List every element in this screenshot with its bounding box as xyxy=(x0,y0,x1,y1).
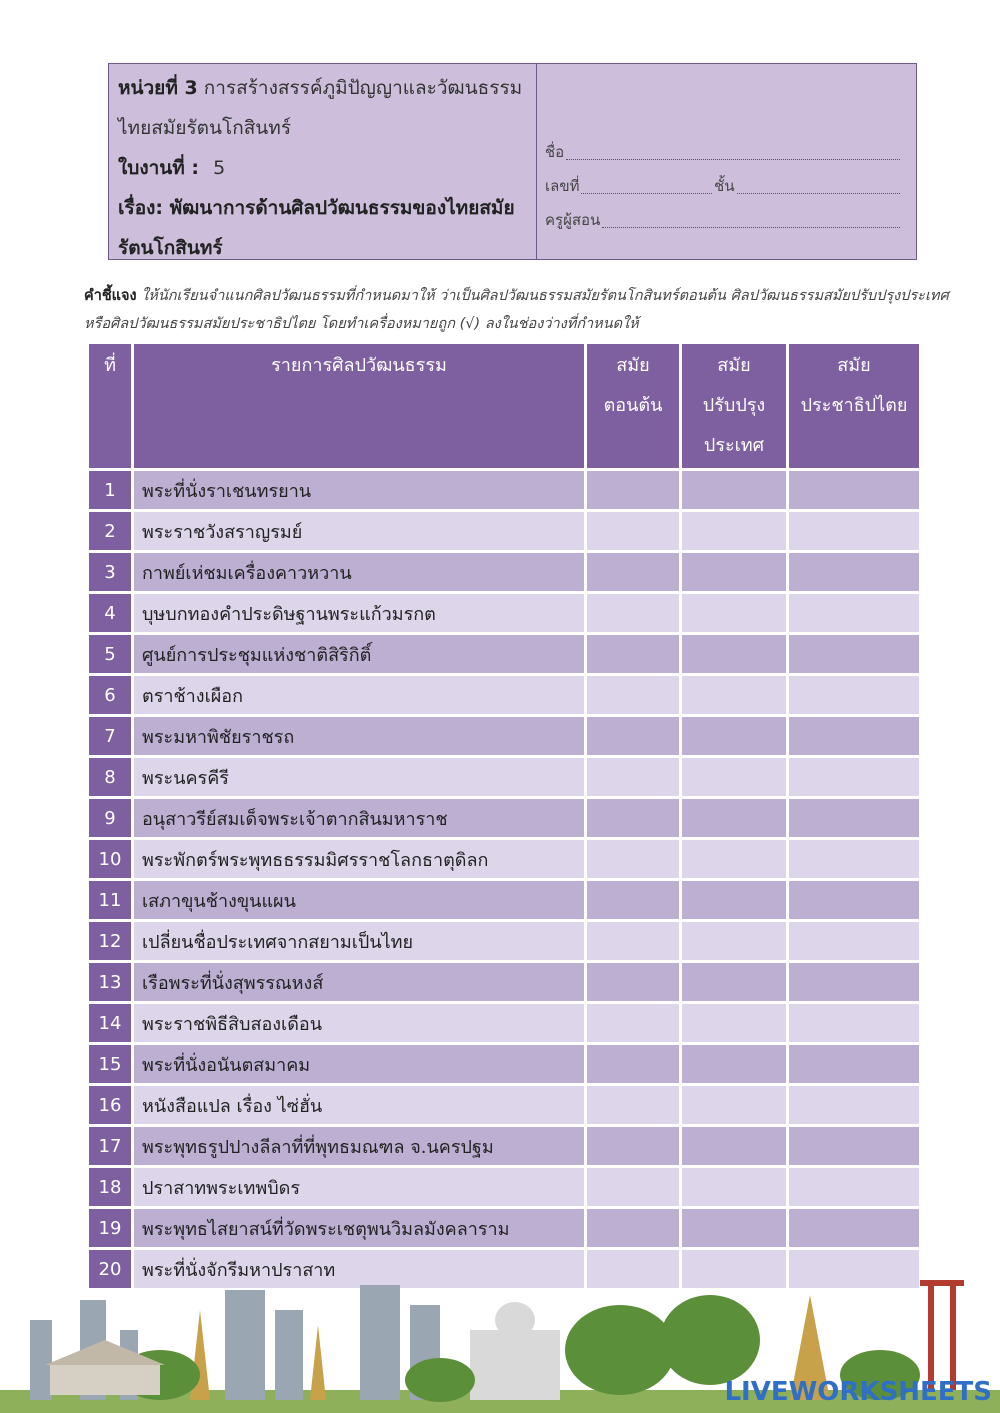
check-early-cell[interactable] xyxy=(587,881,679,919)
check-reform-cell[interactable] xyxy=(682,758,786,796)
row-number: 5 xyxy=(89,635,131,673)
table-row xyxy=(89,471,919,509)
check-reform-cell[interactable] xyxy=(682,512,786,550)
check-reform-cell[interactable] xyxy=(682,1086,786,1124)
check-reform-cell[interactable] xyxy=(682,881,786,919)
row-number: 10 xyxy=(89,840,131,878)
unit-title-cont: ไทยสมัยรัตนโกสินทร์ xyxy=(118,117,292,139)
row-item: หนังสือแปล เรื่อง ไซ่ฮั่น xyxy=(134,1086,584,1124)
instructions-label: คำชี้แจง xyxy=(84,288,137,304)
check-reform-cell[interactable] xyxy=(682,1004,786,1042)
row-number: 14 xyxy=(89,1004,131,1042)
check-early-cell[interactable] xyxy=(587,963,679,1001)
table-row xyxy=(89,1045,919,1083)
check-early-cell[interactable] xyxy=(587,1127,679,1165)
table-row xyxy=(89,594,919,632)
table-row xyxy=(89,553,919,591)
check-early-cell[interactable] xyxy=(587,471,679,509)
check-early-cell[interactable] xyxy=(587,1168,679,1206)
check-reform-cell[interactable] xyxy=(682,963,786,1001)
row-number: 2 xyxy=(89,512,131,550)
table-row xyxy=(89,1168,919,1206)
check-democracy-cell[interactable] xyxy=(789,1127,919,1165)
instructions xyxy=(84,282,954,338)
worksheet-header xyxy=(108,63,917,260)
check-reform-cell[interactable] xyxy=(682,1209,786,1247)
check-reform-cell[interactable] xyxy=(682,1045,786,1083)
check-reform-cell[interactable] xyxy=(682,553,786,591)
check-early-cell[interactable] xyxy=(587,922,679,960)
topic-line-2: รัตนโกสินทร์ xyxy=(118,237,223,259)
table-row xyxy=(89,1086,919,1124)
check-early-cell[interactable] xyxy=(587,1086,679,1124)
row-number: 19 xyxy=(89,1209,131,1247)
row-item: ตราช้างเผือก xyxy=(134,676,584,714)
col-item-header: รายการศิลปวัฒนธรรม xyxy=(134,344,584,468)
instructions-text: ให้นักเรียนจำแนกศิลปวัฒนธรรมที่กำหนดมาให้ ว่าเป็นศิลปวัฒนธรรมสมัยรัตนโกสินทร์ตอนต้น ศิลปวัฒนธรรมสมัยปรับปรุงประเทศ หรือศิลปวัฒนธรรมสมัยประชาธิปไตย โดยทำเครื่องหมายถูก (√) ลงในช่องว่างที่กำหนดให้ xyxy=(84,288,949,332)
check-democracy-cell[interactable] xyxy=(789,1086,919,1124)
check-democracy-cell[interactable] xyxy=(789,799,919,837)
row-number: 18 xyxy=(89,1168,131,1206)
unit-title: การสร้างสรรค์ภูมิปัญญาและวัฒนธรรม xyxy=(203,77,523,99)
check-democracy-cell[interactable] xyxy=(789,635,919,673)
row-item: พระนครคีรี xyxy=(134,758,584,796)
check-reform-cell[interactable] xyxy=(682,594,786,632)
row-number: 20 xyxy=(89,1250,131,1288)
check-reform-cell[interactable] xyxy=(682,1127,786,1165)
row-item: พระที่นั่งราเชนทรยาน xyxy=(134,471,584,509)
row-number: 4 xyxy=(89,594,131,632)
sheet-label: ใบงานที่ : xyxy=(118,157,200,179)
row-item: กาพย์เห่ชมเครื่องคาวหวาน xyxy=(134,553,584,591)
check-early-cell[interactable] xyxy=(587,758,679,796)
col-no-header: ที่ xyxy=(89,344,131,468)
check-democracy-cell[interactable] xyxy=(789,1045,919,1083)
check-early-cell[interactable] xyxy=(587,676,679,714)
check-democracy-cell[interactable] xyxy=(789,717,919,755)
row-item: พระพุทธรูปปางลีลาที่ที่พุทธมณฑล จ.นครปฐม xyxy=(134,1127,584,1165)
row-number: 15 xyxy=(89,1045,131,1083)
topic-line-1: เรื่อง: พัฒนาการด้านศิลปวัฒนธรรมของไทยสมัย xyxy=(118,197,515,219)
check-democracy-cell[interactable] xyxy=(789,471,919,509)
check-early-cell[interactable] xyxy=(587,1045,679,1083)
row-number: 7 xyxy=(89,717,131,755)
row-number: 8 xyxy=(89,758,131,796)
row-item: บุษบกทองคำประดิษฐานพระแก้วมรกต xyxy=(134,594,584,632)
check-democracy-cell[interactable] xyxy=(789,1209,919,1247)
check-democracy-cell[interactable] xyxy=(789,1004,919,1042)
row-item: พระที่นั่งอนันตสมาคม xyxy=(134,1045,584,1083)
check-democracy-cell[interactable] xyxy=(789,512,919,550)
check-democracy-cell[interactable] xyxy=(789,758,919,796)
row-item: อนุสาวรีย์สมเด็จพระเจ้าตากสินมหาราช xyxy=(134,799,584,837)
check-early-cell[interactable] xyxy=(587,799,679,837)
check-democracy-cell[interactable] xyxy=(789,553,919,591)
number-class-field[interactable] xyxy=(545,174,902,198)
table-row xyxy=(89,1209,919,1247)
teacher-field[interactable] xyxy=(545,208,902,232)
number-label: เลขที่ xyxy=(545,177,580,195)
check-democracy-cell[interactable] xyxy=(789,963,919,1001)
row-number: 9 xyxy=(89,799,131,837)
table-row xyxy=(89,1127,919,1165)
row-item: พระที่นั่งจักรีมหาปราสาท xyxy=(134,1250,584,1288)
check-reform-cell[interactable] xyxy=(682,840,786,878)
row-item: เรือพระที่นั่งสุพรรณหงส์ xyxy=(134,963,584,1001)
col-early-header: สมัย ตอนต้น xyxy=(587,344,679,468)
sheet-line xyxy=(118,148,536,188)
row-number: 1 xyxy=(89,471,131,509)
check-reform-cell[interactable] xyxy=(682,1168,786,1206)
check-reform-cell[interactable] xyxy=(682,799,786,837)
row-number: 13 xyxy=(89,963,131,1001)
table-row xyxy=(89,512,919,550)
row-item: เสภาขุนช้างขุนแผน xyxy=(134,881,584,919)
check-early-cell[interactable] xyxy=(587,553,679,591)
check-reform-cell[interactable] xyxy=(682,676,786,714)
check-early-cell[interactable] xyxy=(587,635,679,673)
col-democracy-header: สมัย ประชาธิปไตย xyxy=(789,344,919,468)
student-info xyxy=(537,64,916,259)
check-democracy-cell[interactable] xyxy=(789,922,919,960)
table-header-row xyxy=(89,344,919,468)
table-row xyxy=(89,758,919,796)
unit-line xyxy=(118,68,536,108)
check-reform-cell[interactable] xyxy=(682,717,786,755)
check-reform-cell[interactable] xyxy=(682,471,786,509)
table-row xyxy=(89,676,919,714)
class-label: ชั้น xyxy=(714,177,735,195)
header-info xyxy=(109,64,537,259)
row-number: 16 xyxy=(89,1086,131,1124)
row-item: พระราชวังสราญรมย์ xyxy=(134,512,584,550)
check-democracy-cell[interactable] xyxy=(789,881,919,919)
row-number: 17 xyxy=(89,1127,131,1165)
teacher-label: ครูผู้สอน xyxy=(545,211,601,229)
check-democracy-cell[interactable] xyxy=(789,1168,919,1206)
row-number: 6 xyxy=(89,676,131,714)
check-reform-cell[interactable] xyxy=(682,635,786,673)
liveworksheets-logo: LIVEWORKSHEETS xyxy=(724,1377,992,1407)
check-early-cell[interactable] xyxy=(587,512,679,550)
row-item: ศูนย์การประชุมแห่งชาติสิริกิติ์ xyxy=(134,635,584,673)
check-early-cell[interactable] xyxy=(587,1209,679,1247)
row-number: 12 xyxy=(89,922,131,960)
table-row xyxy=(89,717,919,755)
table-row xyxy=(89,799,919,837)
classification-table xyxy=(86,341,922,1291)
row-item: พระพักตร์พระพุทธธรรมมิศรราชโลกธาตุดิลก xyxy=(134,840,584,878)
row-item: พระราชพิธีสิบสองเดือน xyxy=(134,1004,584,1042)
row-item: ปราสาทพระเทพบิดร xyxy=(134,1168,584,1206)
name-field[interactable] xyxy=(545,140,902,164)
table-row xyxy=(89,840,919,878)
table-row xyxy=(89,881,919,919)
row-item: พระมหาพิชัยราชรถ xyxy=(134,717,584,755)
name-label: ชื่อ xyxy=(545,143,565,161)
row-number: 3 xyxy=(89,553,131,591)
table-row xyxy=(89,1004,919,1042)
check-democracy-cell[interactable] xyxy=(789,840,919,878)
row-number: 11 xyxy=(89,881,131,919)
check-democracy-cell[interactable] xyxy=(789,594,919,632)
row-item: พระพุทธไสยาสน์ที่วัดพระเชตุพนวิมลมังคลาราม xyxy=(134,1209,584,1247)
table-row xyxy=(89,635,919,673)
check-reform-cell[interactable] xyxy=(682,922,786,960)
unit-label: หน่วยที่ 3 xyxy=(118,77,198,99)
sheet-number: 5 xyxy=(213,157,226,179)
table-row xyxy=(89,963,919,1001)
table-row xyxy=(89,922,919,960)
check-democracy-cell[interactable] xyxy=(789,676,919,714)
check-early-cell[interactable] xyxy=(587,594,679,632)
col-reform-header: สมัย ปรับปรุง ประเทศ xyxy=(682,344,786,468)
check-early-cell[interactable] xyxy=(587,840,679,878)
check-early-cell[interactable] xyxy=(587,1004,679,1042)
row-item: เปลี่ยนชื่อประเทศจากสยามเป็นไทย xyxy=(134,922,584,960)
check-early-cell[interactable] xyxy=(587,717,679,755)
